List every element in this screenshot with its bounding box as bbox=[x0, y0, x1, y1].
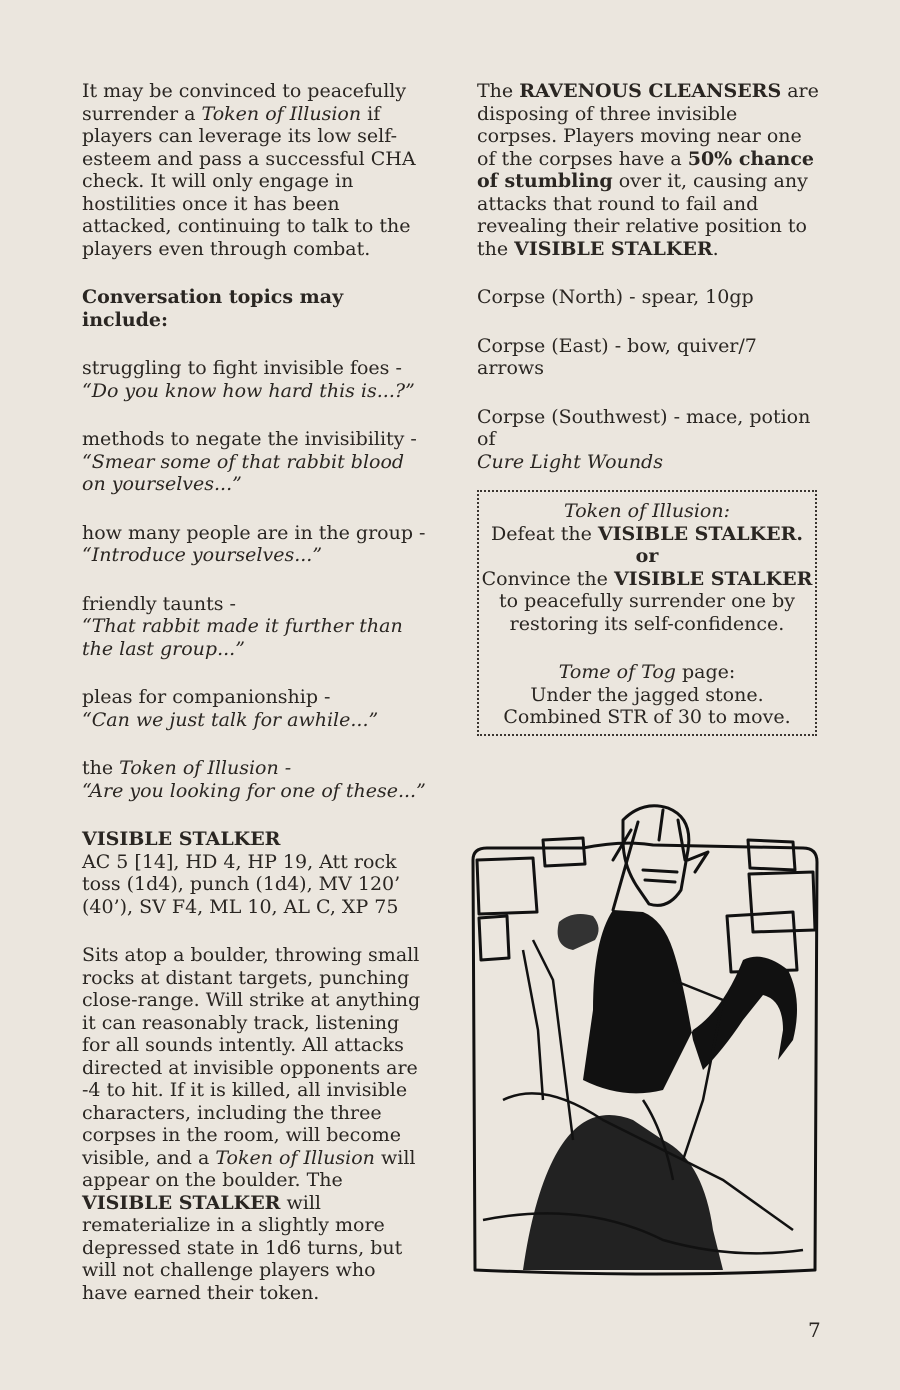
callout-tome-line2: Combined STR of 30 to move. bbox=[503, 706, 791, 728]
stat-block bbox=[82, 828, 427, 918]
topic-item: struggling to fight invisible foes - “Do you know how hard this is...?” bbox=[82, 357, 415, 402]
callout-tome: Tome of Tog page: bbox=[558, 661, 736, 683]
stat-line: AC 5 [14], HD 4, HP 19, Att rock toss (1d4), punch (1d4), MV 120’ (40’), SV F4, ML 10, AL C, XP 75 bbox=[82, 850, 401, 918]
callout-or: or bbox=[635, 545, 659, 567]
intro-paragraph: It may be convinced to peacefully surrender a Token of Illusion if players can leverage its low self-esteem and pass a successful CHA check. It will only engage in hostilities once it has been attacked, continuing to talk to the players even through combat. bbox=[82, 80, 416, 260]
cleansers-paragraph: The RAVENOUS CLEANSERS are disposing of three invisible corpses. Players moving near one of the corpses have a 50% chance of stumbling over it, causing any attacks that round to fail and revealing their relative position to the VISIBLE STALKER. bbox=[477, 80, 819, 260]
description-paragraph: Sits atop a boulder, throwing small rocks at distant targets, punching close-range. Will strike at anything it can reasonably track, listening for all sounds intently. All attacks directed at invisible opponents are -4 to hit. If it is killed, all invisible characters, including the three corpses in the room, will become visible, and a Token of Illusion will appear on the boulder. The VISIBLE STALKER will rematerialize in a slightly more depressed state in 1d6 turns, but will not challenge players who have earned their token. bbox=[82, 944, 421, 1304]
corpse-east: Corpse (East) - bow, quiver/7 arrows bbox=[477, 334, 757, 379]
topic-item: how many people are in the group - “Introduce yourselves...” bbox=[82, 521, 426, 566]
token-callout-box bbox=[477, 490, 817, 736]
callout-token-title: Token of Illusion: bbox=[564, 500, 730, 522]
left-column bbox=[82, 80, 427, 1304]
topic-item: friendly taunts - “That rabbit made it further than the last group...” bbox=[82, 592, 403, 660]
page-number: 7 bbox=[808, 1318, 821, 1342]
corpse-north: Corpse (North) - spear, 10gp bbox=[477, 286, 754, 308]
corpse-southwest: Corpse (Southwest) - mace, potion of Cure Light Wounds bbox=[477, 405, 811, 473]
right-column bbox=[477, 80, 822, 473]
topic-item: methods to negate the invisibility - “Smear some of that rabbit blood on yourselves...” bbox=[82, 428, 417, 495]
topics-heading: Conversation topics may include: bbox=[82, 286, 344, 331]
topic-item: the Token of Illusion - “Are you looking for one of these...” bbox=[82, 757, 426, 802]
topic-item: pleas for companionship - “Can we just talk for awhile...” bbox=[82, 686, 379, 731]
stat-name: VISIBLE STALKER bbox=[82, 828, 281, 850]
visible-stalker-illustration bbox=[463, 800, 829, 1280]
callout-tome-line1: Under the jagged stone. bbox=[530, 683, 764, 706]
callout-line-convince: Convince the VISIBLE STALKER to peacefully surrender one by restoring its self-confidence. bbox=[481, 567, 813, 635]
callout-line-defeat: Defeat the VISIBLE STALKER. bbox=[491, 522, 803, 545]
